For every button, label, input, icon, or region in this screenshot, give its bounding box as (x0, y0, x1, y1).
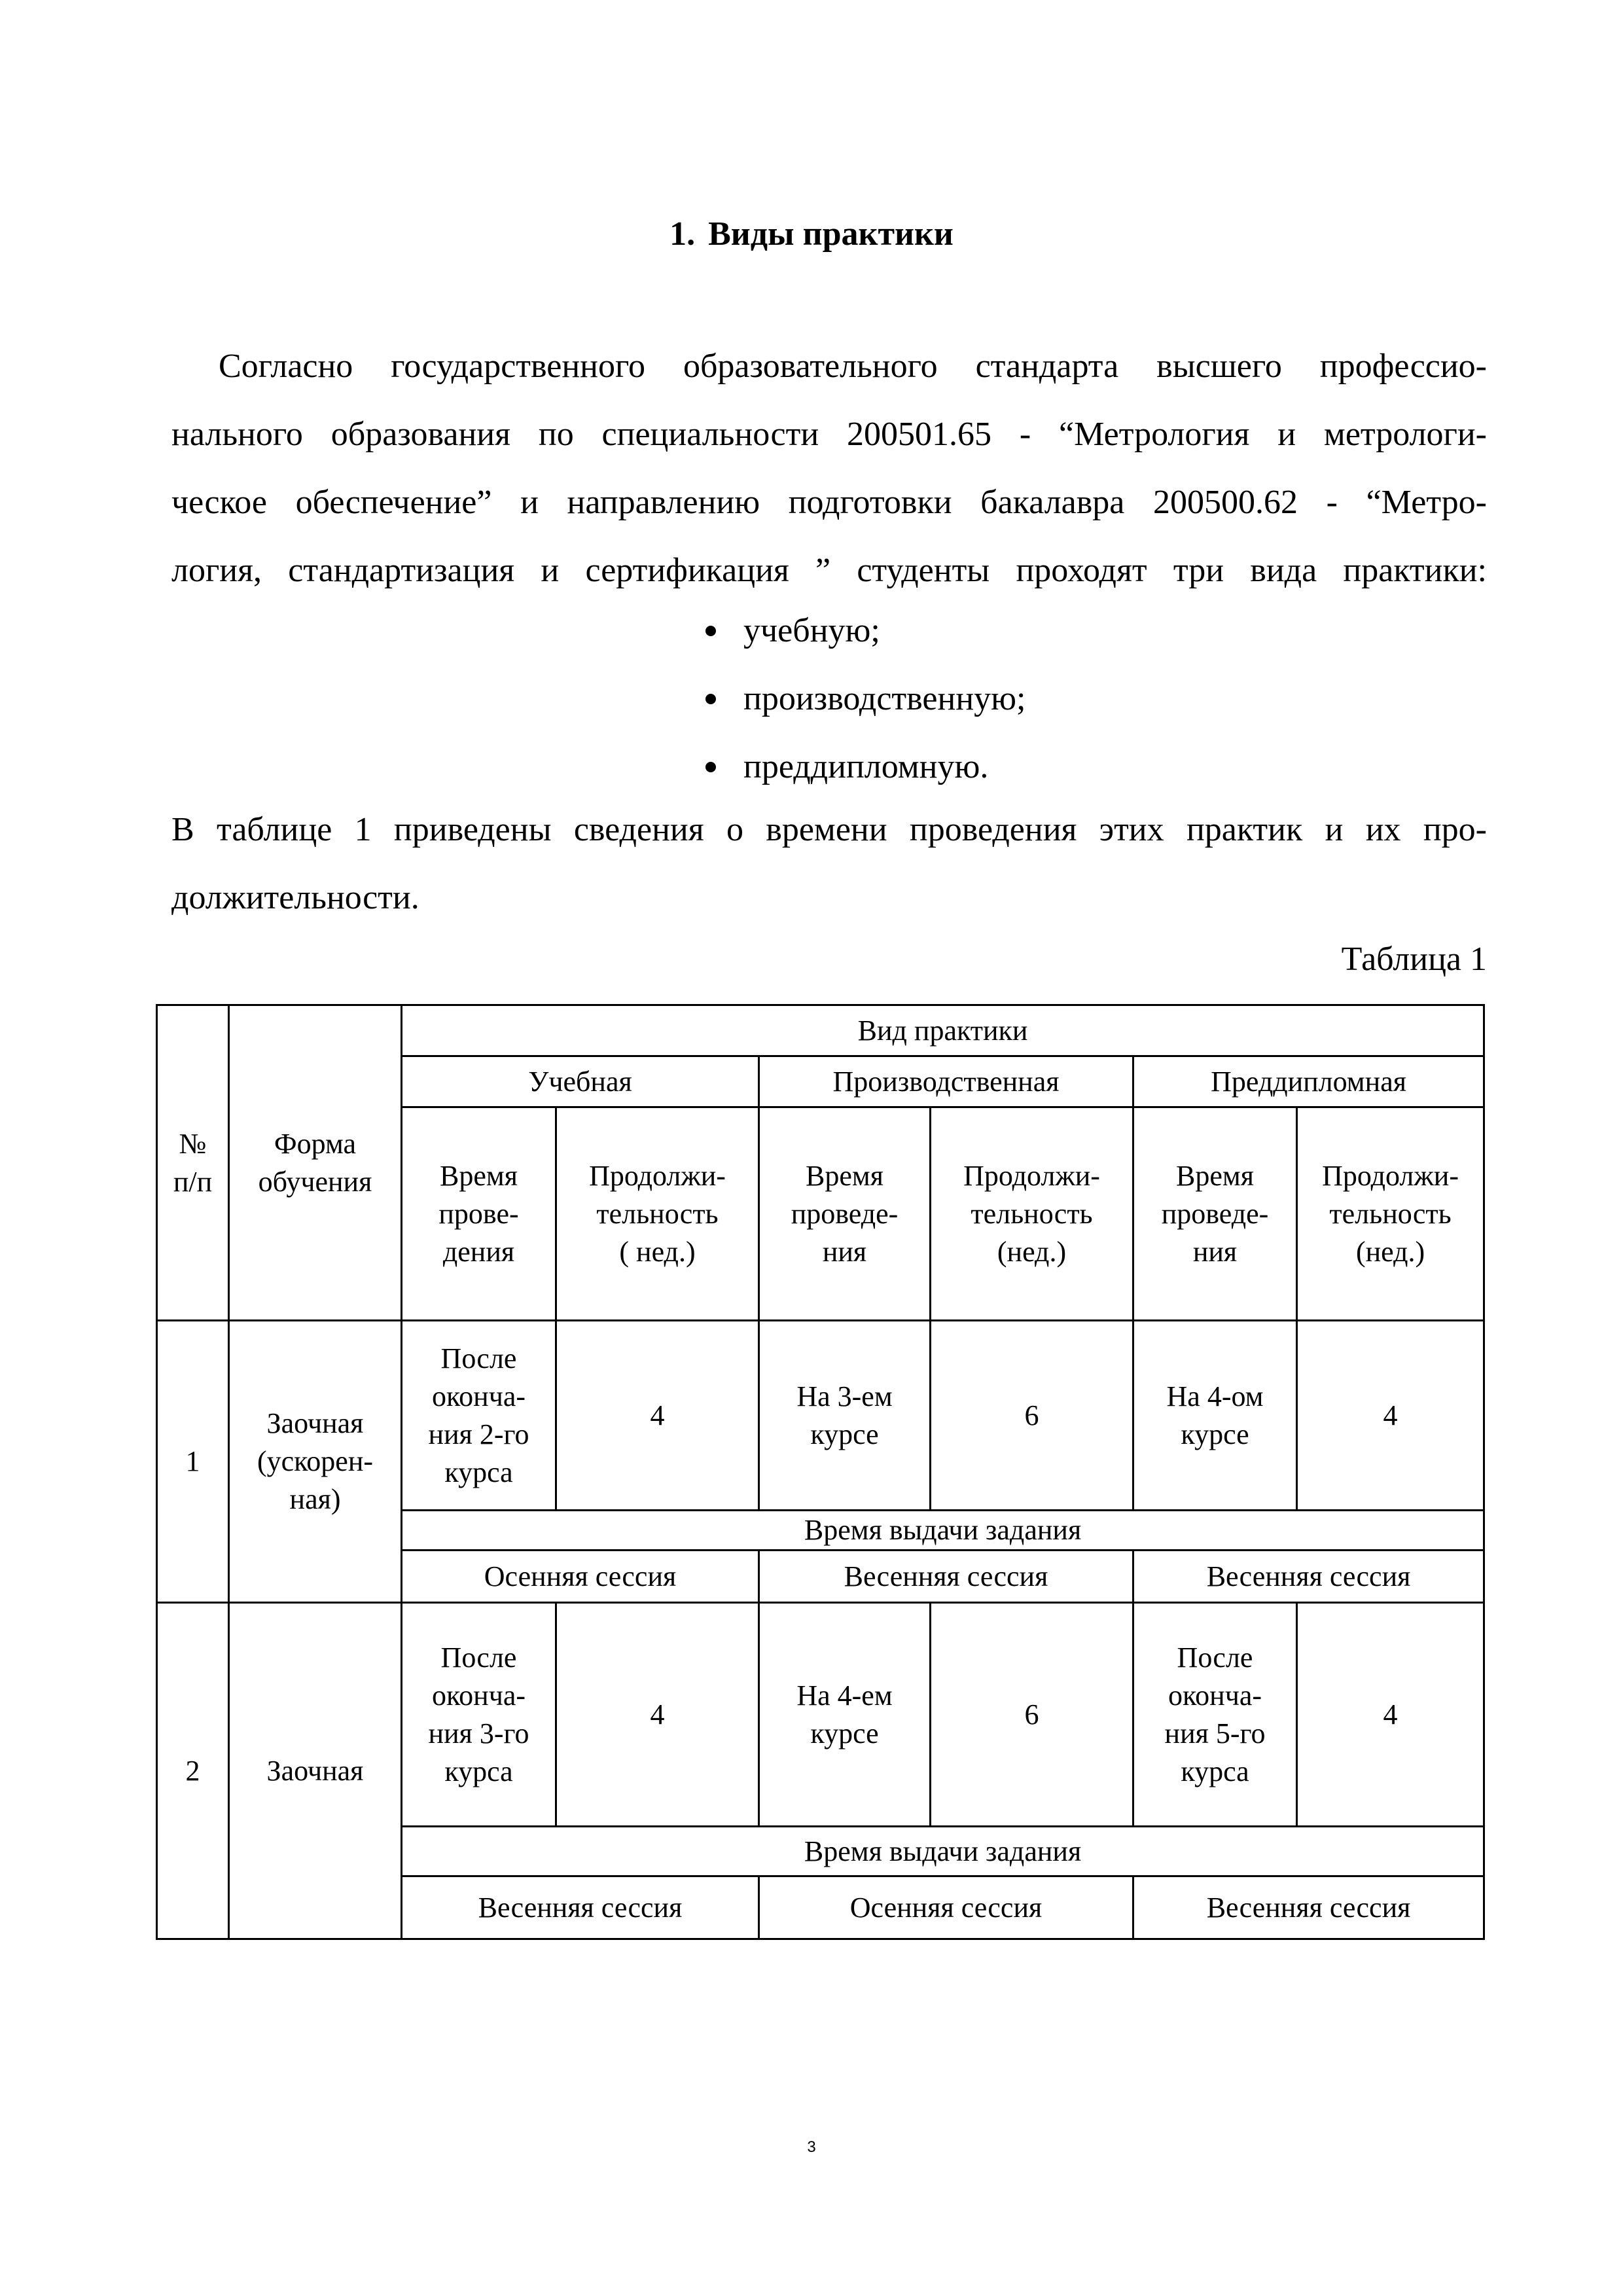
practice-table (156, 1004, 1485, 1940)
assignment-session-cell: Весенняя сессия (1133, 1551, 1484, 1603)
assignment-label-cell: Время выдачи задания (402, 1827, 1484, 1876)
list-item: производственную; (705, 665, 1026, 733)
paragraph-line: логия, стандартизация и сертификация ” студенты проходят три вида практики: (171, 552, 1487, 589)
header-practice-production: Производственная (759, 1056, 1133, 1107)
production-duration-cell: 6 (931, 1321, 1133, 1511)
header-duration-cell: Продолжи- тельность (нед.) (1297, 1107, 1484, 1321)
assignment-session-cell: Осенняя сессия (759, 1876, 1133, 1939)
list-item: учебную; (705, 597, 1026, 665)
header-time-cell: Время проведе- ния (1133, 1107, 1297, 1321)
table-caption: Таблица 1 (1341, 941, 1487, 978)
study-duration-cell: 4 (556, 1603, 759, 1827)
row-form-cell: Заочная (ускорен- ная) (229, 1321, 402, 1603)
prediploma-time-cell: На 4-ом курсе (1133, 1321, 1297, 1511)
header-duration-cell: Продолжи- тельность ( нед.) (556, 1107, 759, 1321)
row-number-cell: 2 (157, 1603, 229, 1939)
header-time-cell: Время проведе- ния (759, 1107, 931, 1321)
header-practice-group: Вид практики (402, 1005, 1484, 1056)
section-number: 1. (669, 215, 696, 253)
page-number: 3 (807, 2138, 816, 2156)
bullet-icon (705, 694, 716, 704)
practice-list (705, 597, 1026, 801)
table-intro-paragraph (171, 796, 1487, 932)
study-time-cell: После оконча- ния 3-го курса (402, 1603, 556, 1827)
row-number-cell: 1 (157, 1321, 229, 1603)
header-practice-study: Учебная (402, 1056, 759, 1107)
bullet-icon (705, 762, 716, 772)
study-duration-cell: 4 (556, 1321, 759, 1511)
assignment-label-cell: Время выдачи задания (402, 1511, 1484, 1551)
intro-paragraph (171, 332, 1487, 605)
prediploma-duration-cell: 4 (1297, 1321, 1484, 1511)
assignment-session-cell: Весенняя сессия (759, 1551, 1133, 1603)
header-form-cell: Форма обучения (229, 1005, 402, 1321)
paragraph-line: ческое обеспечение” и направлению подготовки бакалавра 200500.62 - “Метро- (171, 484, 1487, 521)
prediploma-time-cell: После оконча- ния 5-го курса (1133, 1603, 1297, 1827)
list-item: преддипломную. (705, 733, 1026, 801)
assignment-session-cell: Весенняя сессия (402, 1876, 759, 1939)
paragraph-line: нального образования по специальности 200501.65 - “Метрология и метрологи- (171, 416, 1487, 453)
paragraph-line: В таблице 1 приведены сведения о времени проведения этих практик и их про- (171, 811, 1487, 848)
production-time-cell: На 3-ем курсе (759, 1321, 931, 1511)
header-time-cell: Время прове- дения (402, 1107, 556, 1321)
study-time-cell: После оконча- ния 2-го курса (402, 1321, 556, 1511)
bullet-icon (705, 626, 716, 636)
production-time-cell: На 4-ем курсе (759, 1603, 931, 1827)
header-duration-cell: Продолжи- тельность (нед.) (931, 1107, 1133, 1321)
paragraph-line: Согласно государственного образовательного стандарта высшего профессио- (219, 348, 1487, 385)
header-practice-prediploma: Преддипломная (1133, 1056, 1484, 1107)
assignment-session-cell: Осенняя сессия (402, 1551, 759, 1603)
row-form-cell: Заочная (229, 1603, 402, 1939)
header-number-cell: № п/п (157, 1005, 229, 1321)
prediploma-duration-cell: 4 (1297, 1603, 1484, 1827)
assignment-session-cell: Весенняя сессия (1133, 1876, 1484, 1939)
production-duration-cell: 6 (931, 1603, 1133, 1827)
section-title: Виды практики (708, 215, 954, 253)
section-heading (0, 208, 1623, 260)
paragraph-line: должительности. (171, 879, 419, 916)
